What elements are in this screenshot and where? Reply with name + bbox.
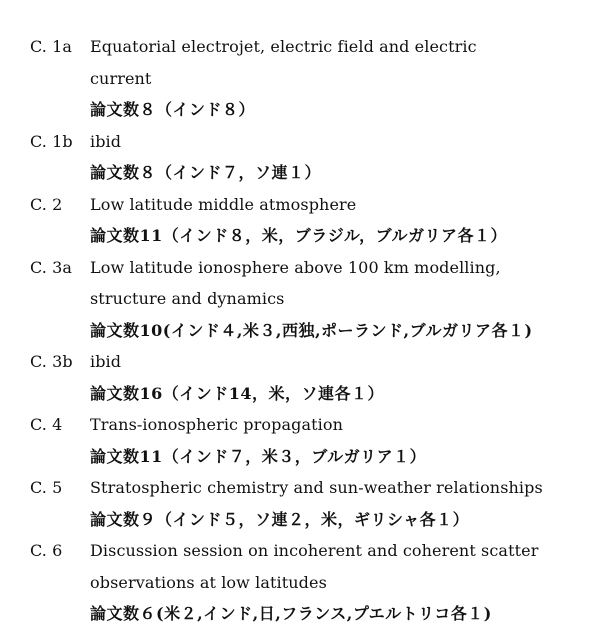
session-entry — [0, 31, 616, 126]
session-title: structure and dynamics — [90, 289, 285, 308]
session-code: C. 1b — [30, 131, 73, 151]
session-list — [0, 31, 616, 630]
session-title-continuation — [0, 567, 616, 599]
session-title: Low latitude ionosphere above 100 km modelling, — [90, 257, 501, 277]
session-code: C. 5 — [30, 478, 63, 497]
session-heading-line — [0, 252, 616, 284]
paper-count-line — [0, 220, 616, 252]
session-title: ibid — [90, 352, 122, 371]
session-heading-line — [0, 126, 616, 158]
session-entry — [0, 409, 616, 472]
session-code: C. 1a — [30, 37, 73, 56]
session-code: C. 2 — [30, 194, 63, 214]
session-title: Trans-ionospheric propagation — [90, 415, 343, 434]
session-heading-line — [0, 535, 616, 567]
session-title: ibid — [90, 131, 122, 151]
paper-count-line — [0, 504, 616, 536]
session-title: Equatorial electrojet, electric field and electric — [90, 37, 477, 56]
session-code: C. 6 — [30, 541, 63, 560]
paper-count: 論文数10(インド４,米３,西独,ポーランド,ブルガリア各１) — [90, 320, 533, 340]
session-entry — [0, 346, 616, 409]
session-heading-line — [0, 409, 616, 441]
paper-count: 論文数８（インド８） — [90, 100, 256, 119]
paper-count: 論文数11（インド７，米３，ブルガリア１） — [90, 446, 427, 466]
session-heading-line — [0, 346, 616, 378]
session-title: Discussion session on incoherent and coherent scatter — [90, 541, 539, 560]
paper-count: 論文数11（インド８，米，ブラジル，ブルガリア各１） — [90, 226, 507, 245]
paper-count: 論文数６(米２,インド,日,フランス,プエルトリコ各１) — [90, 604, 492, 623]
paper-count-line — [0, 441, 616, 473]
session-title-continuation — [0, 63, 616, 95]
session-entry — [0, 535, 616, 630]
session-entry — [0, 189, 616, 252]
session-code: C. 4 — [30, 415, 63, 434]
session-heading-line — [0, 472, 616, 504]
paper-count-line — [0, 598, 616, 630]
session-title: current — [90, 68, 152, 88]
paper-count-line — [0, 157, 616, 189]
session-entry — [0, 126, 616, 189]
session-entry — [0, 252, 616, 347]
session-heading-line — [0, 189, 616, 221]
paper-count: 論文数９（インド５，ソ連２，米，ギリシャ各１） — [90, 509, 470, 529]
session-code: C. 3a — [30, 257, 73, 277]
paper-count-line — [0, 378, 616, 410]
paper-count: 論文数16（インド14，米，ソ連各１） — [90, 383, 385, 403]
session-heading-line — [0, 31, 616, 63]
session-code: C. 3b — [30, 352, 73, 371]
session-title: Stratospheric chemistry and sun-weather relationships — [90, 478, 543, 497]
session-entry — [0, 472, 616, 535]
paper-count-line — [0, 94, 616, 126]
session-title: observations at low latitudes — [90, 572, 327, 592]
session-title: Low latitude middle atmosphere — [90, 194, 357, 214]
session-title-continuation — [0, 283, 616, 315]
paper-count-line — [0, 315, 616, 347]
paper-count: 論文数８（インド７，ソ連１） — [90, 163, 322, 182]
